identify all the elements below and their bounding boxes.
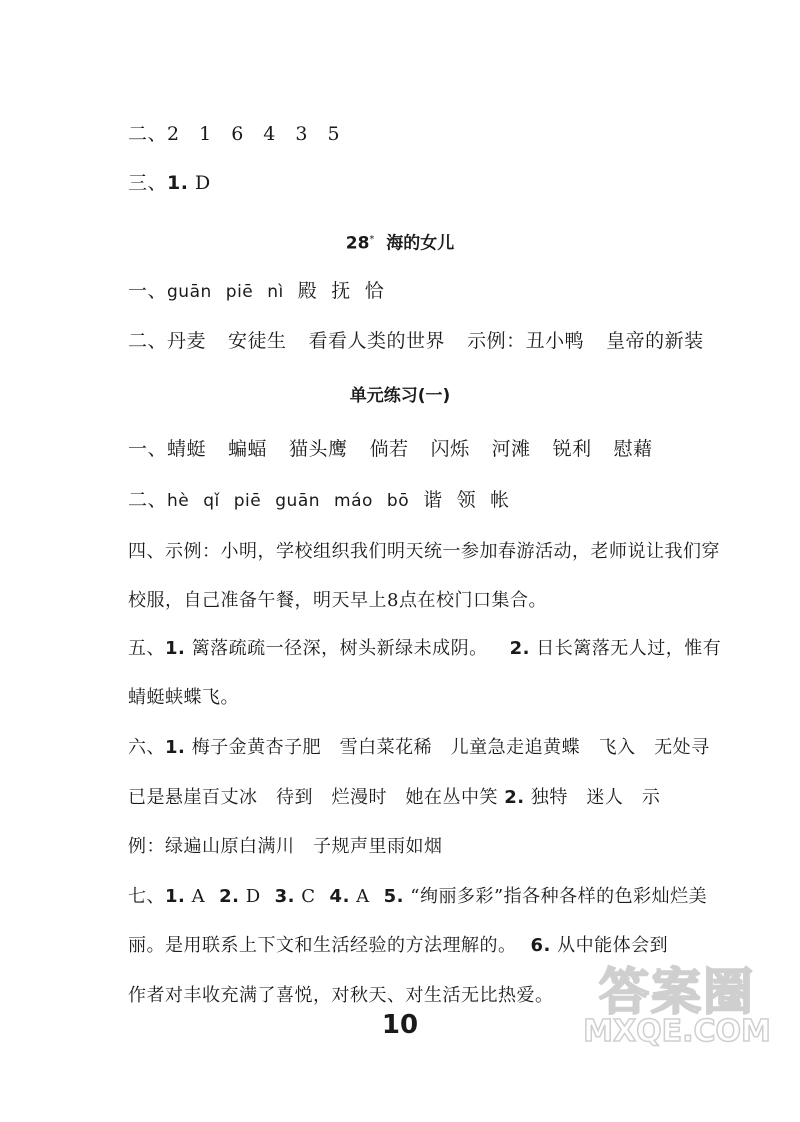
lesson-number: 28 (345, 233, 370, 254)
section-label: 七、 (128, 886, 165, 907)
section-label: 一、 (128, 280, 168, 302)
section-label: 三、 (128, 172, 168, 194)
answer-text: 日长篱落无人过，惟有 (536, 638, 722, 659)
lesson-title: 海的女儿 (386, 233, 455, 254)
answer-text: 蜻蜓蛱蝶飞。 (128, 687, 239, 708)
answer-item: 河滩 (491, 438, 531, 460)
answer-item: 示例：丑小鸭 (467, 330, 585, 352)
answer-text: 独特 迷人 示 (530, 787, 661, 808)
answer-item: 谐 (423, 489, 443, 511)
answer-item: 恰 (364, 280, 385, 302)
answer-text: C (301, 886, 316, 907)
watermark-text-cn: 答案圈 (599, 963, 755, 1021)
answer-text: 示例：小明，学校组织我们明天统一参加春游活动，老师说让我们穿 (165, 541, 720, 562)
answer-line-u-q5 (128, 636, 722, 662)
answer-item: 抚 (331, 280, 351, 302)
answer-item: 安徒生 (228, 330, 287, 352)
answer-text: 例：绿遍山原白满川 子规声里雨如烟 (128, 836, 443, 857)
question-number: 1. (165, 886, 186, 907)
answer-item: 帐 (490, 489, 510, 511)
answer-text: 梅子金黄杏子肥 雪白菜花稀 儿童急走追黄蝶 飞入 无处寻 (191, 737, 710, 758)
answer-item: 锐利 (552, 438, 592, 460)
answer-item: piē (233, 491, 262, 511)
answer-text: 篱落疏疏一径深，树头新绿未成阴。 (191, 638, 488, 659)
answer-line-u-q4 (128, 539, 720, 565)
answer-line-u-q6-cont1 (128, 785, 710, 811)
answer-text: A (191, 886, 206, 907)
answer-item: 殿 (297, 280, 318, 302)
answer-item: qǐ (203, 491, 220, 511)
question-number: 1. (167, 172, 189, 194)
answer-text: D (195, 172, 211, 194)
answer-item: nì (267, 282, 284, 302)
lesson-mark: * (369, 234, 375, 245)
page-number: 10 (381, 1010, 419, 1040)
question-number: 6. (530, 935, 551, 956)
answer-text: 从中能体会到 (557, 935, 669, 956)
answer-item: 皇帝的新装 (606, 330, 704, 352)
answer-line-u-q6 (128, 735, 710, 761)
question-number: 2. (504, 787, 525, 808)
answer-item: piē (225, 282, 254, 302)
answer-item: máo (334, 491, 373, 511)
section-label: 一、 (128, 438, 168, 460)
answer-text: 已是悬崖百丈冰 待到 烂漫时 她在丛中笑 (128, 787, 498, 808)
question-number: 1. (165, 737, 186, 758)
section-label: 二、 (128, 330, 168, 352)
answer-text: 作者对丰收充满了喜悦，对秋天、对生活无比热爱。 (128, 985, 554, 1006)
answer-item: 倘若 (369, 438, 409, 460)
question-number: 3. (274, 886, 296, 907)
answer-line-l28-q1 (128, 278, 710, 305)
question-number: 4. (329, 886, 350, 907)
answer-item: hè (167, 491, 190, 511)
answer-line-u-q5-cont (128, 685, 710, 711)
question-number: 2. (509, 638, 530, 659)
watermark-logo (582, 952, 772, 1062)
answer-item: 领 (456, 489, 477, 511)
answer-line-l28-q2 (128, 328, 710, 354)
answer-line-u-q2 (128, 487, 710, 514)
answer-item: 猫头鹰 (289, 438, 348, 460)
answer-line-u-q1 (128, 436, 710, 462)
unit-heading: 单元练习(一) (349, 386, 451, 406)
answer-text: D (245, 886, 261, 907)
section-label: 四、 (128, 541, 165, 562)
watermark-text-en: MXQE.COM (583, 1014, 771, 1049)
answer-item: 闪烁 (430, 438, 470, 460)
answer-item: guān (275, 491, 321, 511)
answer-line-u-q7 (128, 884, 710, 910)
answer-line-sec3 (128, 170, 710, 196)
question-number: 2. (219, 886, 240, 907)
question-number: 1. (165, 638, 186, 659)
answer-text: 2 1 6 4 3 5 (167, 123, 341, 145)
answer-item: 蜻蜓 (167, 438, 207, 460)
answer-text: “绚丽多彩”指各种各样的色彩灿烂美 (410, 886, 708, 907)
question-number: 5. (383, 886, 405, 907)
answer-item: 丹麦 (167, 330, 207, 352)
section-label: 五、 (128, 638, 165, 659)
answer-text: 丽。是用联系上下文和生活经验的方法理解的。 (128, 935, 517, 956)
answer-item: 看看人类的世界 (308, 330, 446, 352)
answer-item: bō (386, 491, 410, 511)
section-label: 六、 (128, 737, 165, 758)
answer-item: guān (167, 282, 212, 302)
answer-line-u-q4-cont (128, 588, 710, 614)
answer-line-sec2 (128, 121, 710, 147)
answer-item: 慰藉 (613, 438, 653, 460)
section-label: 二、 (128, 123, 168, 145)
answer-line-u-q6-cont2 (128, 834, 710, 860)
answer-text: A (356, 886, 370, 907)
section-label: 二、 (128, 489, 168, 511)
lesson-heading (0, 228, 800, 256)
answer-text: 校服，自己准备午餐，明天早上8点在校门口集合。 (128, 590, 547, 611)
answer-item: 蝙蝠 (228, 438, 268, 460)
